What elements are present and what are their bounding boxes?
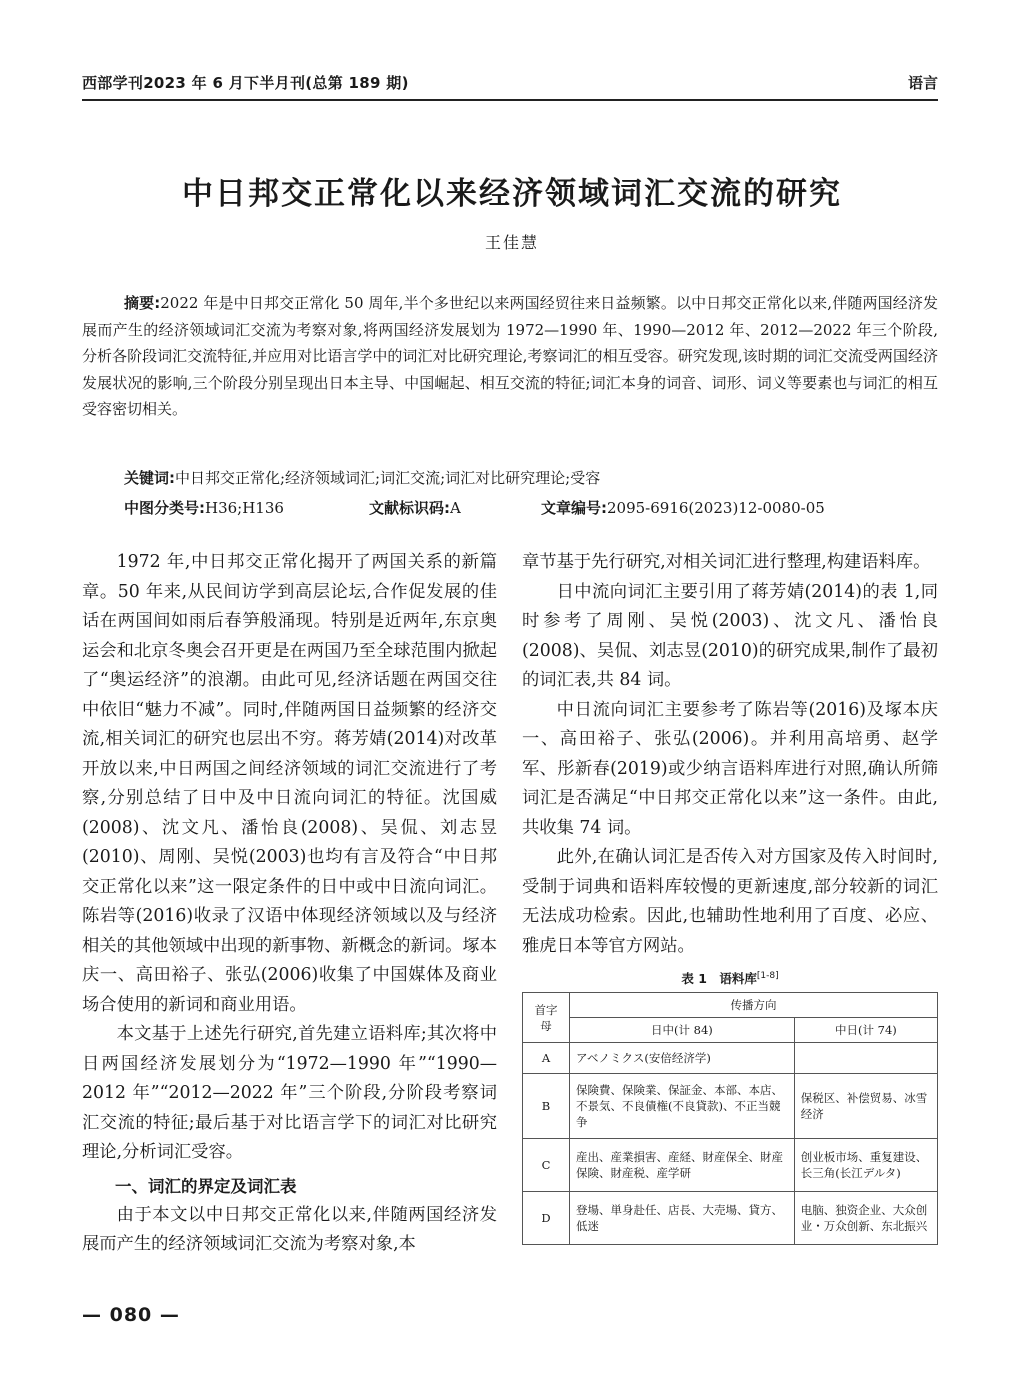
clc-value: H36;H136 <box>205 499 284 517</box>
row-initial: A <box>523 1043 570 1074</box>
page-number: — 080 — <box>82 1304 180 1326</box>
section-heading: 一、词汇的界定及词汇表 <box>115 1176 297 1196</box>
table-row <box>523 1192 938 1245</box>
article-title: 中日邦交正常化以来经济领域词汇交流的研究 <box>182 176 842 212</box>
row-jc: アベノミクス(安倍经济学) <box>570 1043 795 1074</box>
journal-issue: 西部学刊2023 年 6 月下半月刊(总第 189 期) <box>82 74 409 92</box>
abstract-label: 摘要: <box>124 294 161 312</box>
header-cj: 中日(计 74) <box>794 1018 937 1043</box>
doc-code-label: 文献标识码: <box>369 499 450 517</box>
table-caption <box>522 965 938 990</box>
body-paragraph: 本文基于上述先行研究,首先建立语料库;其次将中日两国经济发展划分为“1972—1990 年”“1990—2012 年”“2012—2022 年”三个阶段,分阶段考察词汇交流的特征;最后基于对比语言学下的词汇对比研究理论,分析词汇受容。 <box>82 1024 497 1162</box>
body-paragraph: 由于本文以中日邦交正常化以来,伴随两国经济发展而产生的经济领域词汇交流为考察对象,本 <box>82 1204 497 1254</box>
corpus-table <box>522 992 938 1245</box>
running-header <box>82 72 938 98</box>
row-initial: D <box>523 1192 570 1245</box>
header-rule <box>82 99 938 101</box>
keywords-text: 中日邦交正常化;经济领域词汇;词汇交流;词汇对比研究理论;受容 <box>175 469 601 487</box>
row-jc: 保険費、保険業、保証金、本部、本店、不景気、不良債権(不良貸款)、不正当競争 <box>570 1074 795 1139</box>
article-number-label: 文章编号: <box>541 499 607 517</box>
body-paragraph: 中日流向词汇主要参考了陈岩等(2016)及塚本庆一、高田裕子、张弘(2006)。并利用高培勇、赵学军、彤新春(2019)或少纳言语料库进行对照,确认所筛词汇是否满足“中日邦交正常化以来”这一条件。由此,共收集 74 词。 <box>522 699 938 838</box>
row-cj: 创业板市场、重复建设、长三角(长江デルタ) <box>794 1139 937 1192</box>
section-name: 语言 <box>907 74 938 92</box>
row-jc: 登場、単身赴任、店長、大売場、貸方、低迷 <box>570 1192 795 1245</box>
row-cj: 电脑、独资企业、大众创业・万众创新、东北振兴 <box>794 1192 937 1245</box>
row-cj <box>794 1043 937 1074</box>
clc-label: 中图分类号: <box>124 499 205 517</box>
table-caption-ref: [1-8] <box>756 971 779 981</box>
body-paragraph: 章节基于先行研究,对相关词汇进行整理,构建语料库。 <box>522 552 931 572</box>
table-row <box>523 1139 938 1192</box>
body-paragraph: 日中流向词汇主要引用了蒋芳婧(2014)的表 1,同时参考了周刚、吴悦(2003)、沈文凡、潘怡良(2008)、吴侃、刘志昱(2010)的研究成果,制作了最初的词汇表,共 84 词。 <box>522 581 938 690</box>
table-caption-text: 表 1 语料库 <box>681 971 757 987</box>
body-paragraph: 此外,在确认词汇是否传入对方国家及传入时间时,受制于词典和语料库较慢的更新速度,部分较新的词汇无法成功检索。因此,也辅助性地利用了百度、必应、雅虎日本等官方网站。 <box>522 847 938 956</box>
row-cj: 保税区、补偿贸易、冰雪经济 <box>794 1074 937 1139</box>
left-column <box>82 548 497 1260</box>
classification-line <box>124 495 938 521</box>
keywords <box>124 465 938 491</box>
header-direction: 传播方向 <box>570 993 938 1018</box>
article-number-value: 2095-6916(2023)12-0080-05 <box>607 499 825 517</box>
keywords-label: 关键词: <box>124 469 175 487</box>
table-row <box>523 1043 938 1074</box>
author: 王佳慧 <box>484 233 539 252</box>
row-initial: C <box>523 1139 570 1192</box>
table-row <box>523 1074 938 1139</box>
abstract-text: 2022 年是中日邦交正常化 50 周年,半个多世纪以来两国经贸往来日益频繁。以中日邦交正常化以来,伴随两国经济发展而产生的经济领域词汇交流为考察对象,将两国经济发展划为 1972—1990 年、1990—2012 年、2012—2022 年三个阶段,分析各阶段词汇交流特征,并应用对比语言学中的词汇对比研究理论,考察词汇的相互受容。研究发现,该时期的词汇交流受两国经济发展状况的影响,三个阶段分别呈现出日本主导、中国崛起、相互交流的特征;词汇本身的词音、词形、词义等要素也与词汇的相互受容密切相关。 <box>82 294 938 418</box>
row-initial: B <box>523 1074 570 1139</box>
row-jc: 産出、産業損害、産経、財産保全、財産保険、財産税、産学研 <box>570 1139 795 1192</box>
abstract <box>82 290 938 423</box>
right-column <box>522 548 938 1245</box>
doc-code-value: A <box>450 499 461 517</box>
body-paragraph: 1972 年,中日邦交正常化揭开了两国关系的新篇章。50 年来,从民间访学到高层论坛,合作促发展的佳话在两国间如雨后春笋般涌现。特别是近两年,东京奥运会和北京冬奥会召开更是在两国乃至全球范围内掀起了“奥运经济”的浪潮。由此可见,经济话题在两国交往中依旧“魅力不减”。同时,伴随两国日益频繁的经济交流,相关词汇的研究也层出不穷。蒋芳婧(2014)对改革开放以来,中日两国之间经济领域的词汇交流进行了考察,分别总结了日中及中日流向词汇的特征。沈国威(2008)、沈文凡、潘怡良(2008)、吴侃、刘志昱(2010)、周刚、吴悦(2003)也均有言及符合“中日邦交正常化以来”这一限定条件的日中或中日流向词汇。陈岩等(2016)收录了汉语中体现经济领域以及与经济相关的其他领域中出现的新事物、新概念的新词。塚本庆一、高田裕子、张弘(2006)收集了中国媒体及商业场合使用的新词和商业用语。 <box>82 552 497 1015</box>
header-jc: 日中(计 84) <box>570 1018 795 1043</box>
header-initial: 首字母 <box>523 993 570 1043</box>
